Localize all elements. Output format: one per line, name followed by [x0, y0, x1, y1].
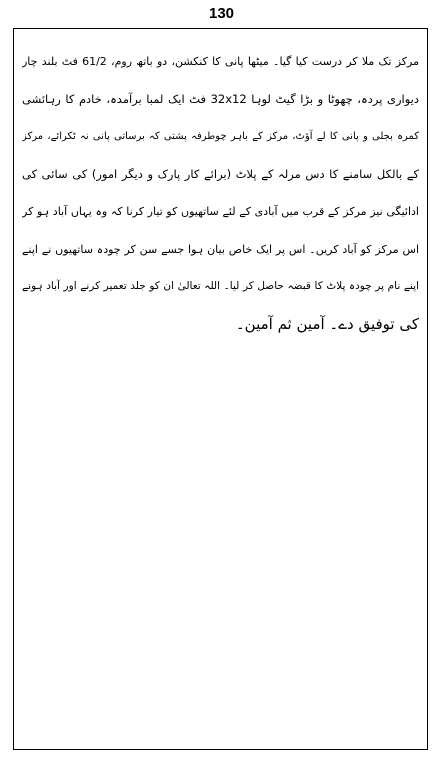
- body-text: [22, 43, 419, 343]
- text-line: دیواری پردہ، چھوٹا و بڑا گیٹ لوہا 32x12 فٹ ایک لمبا برآمدہ، خادم کا رہائشی: [22, 91, 419, 106]
- text-line: اپنے نام پر چودہ پلاٹ کا قبضہ حاصل کر لیا۔ اللہ تعالیٰ ان کو جلد تعمیر کرنے اور آباد ہونے: [22, 280, 419, 292]
- text-line: کے بالکل سامنے کا دس مرلہ کے پلاٹ (برائے کار پارک و دیگر امور) کی سائی کی: [22, 166, 419, 181]
- text-line: کمرہ بجلی و پانی کا لے آؤٹ، مرکز کے باہر چوطرفہ پشتی کہ برساتی پانی نہ ٹکرائے، مرکز: [22, 131, 419, 142]
- text-frame: [13, 28, 428, 750]
- text-line: مرکز تک ملا کر درست کیا گیا۔ میٹھا پانی کا کنکشن، دو باتھ روم، 61/2 فٹ بلند چار: [22, 55, 419, 68]
- text-line: اس مرکز کو آباد کریں۔ اس پر ایک خاص بیان ہوا جسے سن کر چودہ ساتھیوں نے اپنے: [22, 242, 419, 256]
- text-line: کی توفیق دے۔ آمین ثم آمین۔: [235, 314, 419, 333]
- page-number: 130: [208, 5, 235, 22]
- text-line: ادائیگی نیز مرکز کے قرب میں آبادی کے لئے ساتھیوں کو تیار کرنا کہ وہ یہاں آباد ہو کر: [22, 205, 419, 218]
